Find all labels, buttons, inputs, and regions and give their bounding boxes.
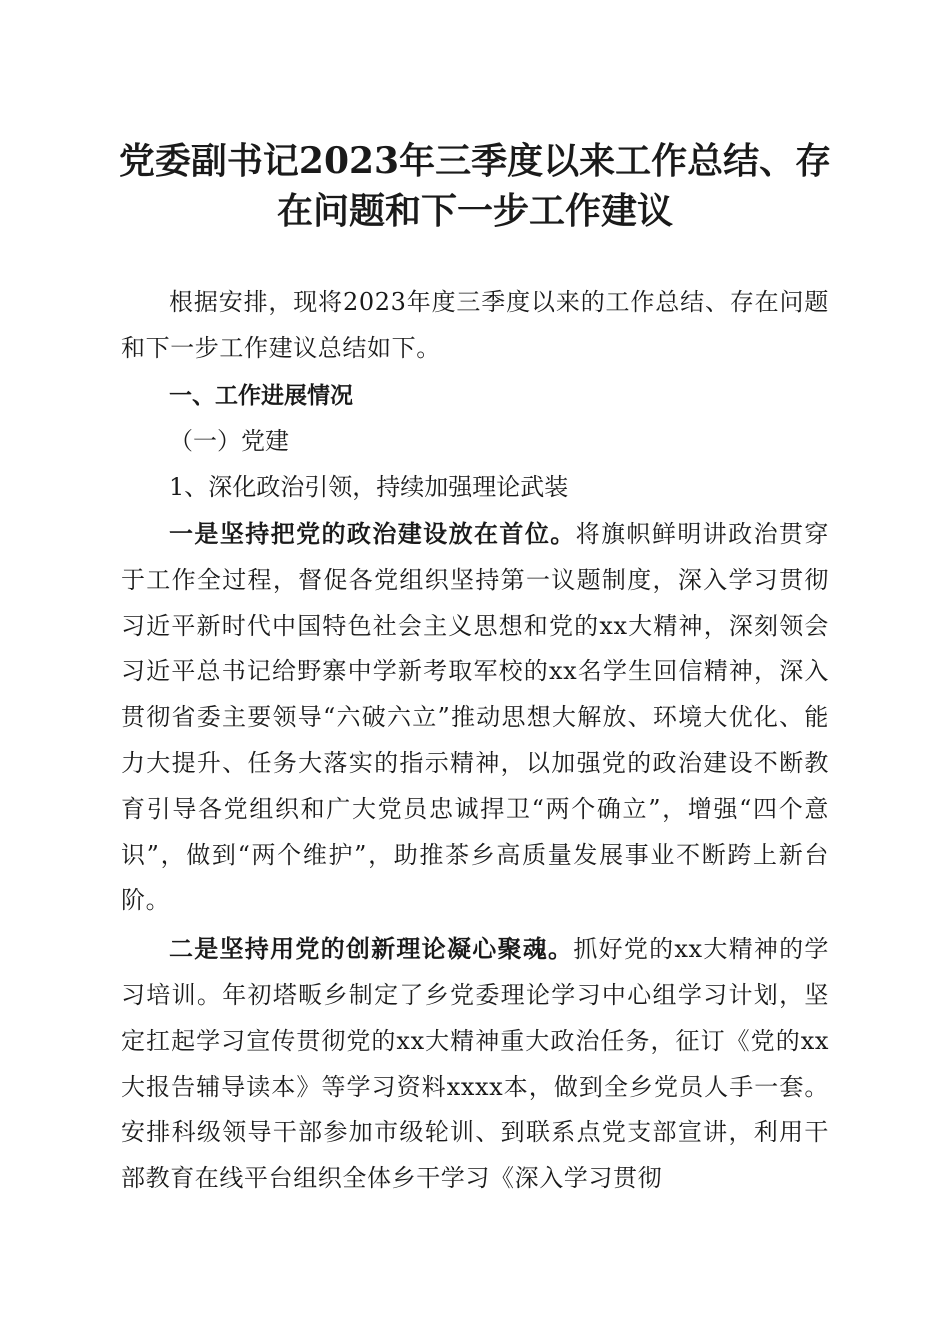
paragraph-2-body: 抓好党的xx大精神的学习培训。年初塔畈乡制定了乡党委理论学习中心组学习计划，坚定扛起学习宣传贯彻党的xx大精神重大政治任务，征订《党的xx大报告辅导读本》等学习资料xxxx本，做到全乡党员人手一套。安排科级领导干部参加市级轮训、到联系点党支部宣讲，利用干部教育在线平台组织全体乡干学习《深入学习贯彻 [121,935,830,1193]
intro-paragraph: 根据安排，现将2023年度三季度以来的工作总结、存在问题和下一步工作建议总结如下。 [121,288,829,362]
document-title [100,136,850,236]
section-heading: 一、工作进展情况 [169,382,353,409]
item-heading: 1、深化政治引领，持续加强理论武装 [169,473,569,502]
paragraph-1-body: 将旗帜鲜明讲政治贯穿于工作全过程，督促各党组织坚持第一议题制度，深入学习贯彻习近平新时代中国特色社会主义思想和党的xx大精神，深刻领会习近平总书记给野寨中学新考取军校的xx名学生回信精神，深入贯彻省委主要领导“六破六立”推动思想大解放、环境大优化、能力大提升、任务大落实的指示精神，以加强党的政治建设不断教育引导各党组织和广大党员忠诚捍卫“两个确立”，增强“四个意识”，做到“两个维护”，助推茶乡高质量发展事业不断跨上新台阶。 [121,519,829,915]
paragraph-1-lead: 一是坚持把党的政治建设放在首位。 [169,518,576,548]
paragraph-2 [121,926,829,1202]
document-body [121,280,829,1202]
paragraph-1 [121,511,829,924]
subsection-heading: （一）党建 [169,427,289,456]
paragraph-2-lead: 二是坚持用党的创新理论凝心聚魂。 [169,934,574,964]
title-line-1: 党委副书记2023年三季度以来工作总结、存 [118,140,832,182]
title-line-2: 在问题和下一步工作建议 [276,190,673,232]
